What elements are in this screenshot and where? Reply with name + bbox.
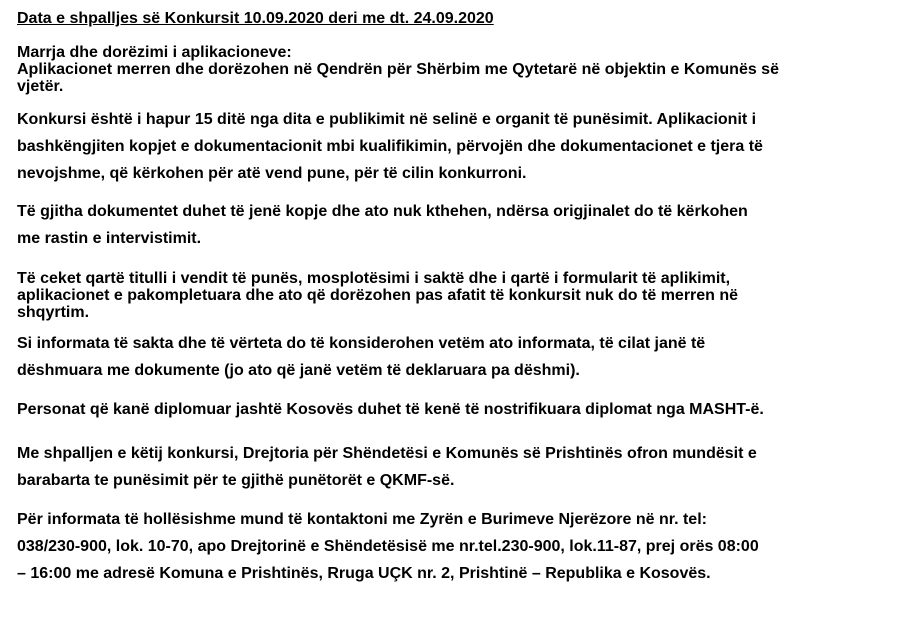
open-period-paragraph [17, 106, 887, 187]
paragraph-line: 038/230-900, lok. 10-70, apo Drejtorinë e Shëndetësisë me nr.tel.230-900, lok.11-87, prej orës 08:00 [17, 538, 759, 555]
paragraph-line: Të ceket qartë titulli i vendit të punës, mosplotësimi i saktë dhe i qartë i formularit të aplikimit, [17, 270, 731, 287]
diploma-paragraph [17, 396, 887, 423]
paragraph-line: Me shpalljen e këtij konkursi, Drejtoria për Shëndetësi e Komunës së Prishtinës ofron mundësit e [17, 445, 757, 462]
paragraph-line: dëshmuara me dokumente (jo ato që janë vetëm të deklaruara pa dëshmi). [17, 362, 580, 379]
paragraph-line: shqyrtim. [17, 304, 90, 321]
equal-opportunity-paragraph [17, 440, 887, 494]
document-copies-paragraph [17, 198, 887, 252]
paragraph-line: Marrja dhe dorëzimi i aplikacioneve: [17, 44, 292, 61]
paragraph-line: – 16:00 me adresë Komuna e Prishtinës, Rruga UÇK nr. 2, Prishtinë – Republika e Kosovës. [17, 565, 711, 582]
paragraph-line: nevojshme, që kërkohen për atë vend pune, për të cilin konkurroni. [17, 165, 527, 182]
paragraph-line: vjetër. [17, 78, 64, 95]
submission-paragraph [17, 44, 887, 95]
requirements-paragraph [17, 270, 887, 321]
paragraph-line: barabarta te punësimit për te gjithë punëtorët e QKMF-së. [17, 472, 455, 489]
paragraph-line: aplikacionet e pakompletuara dhe ato që dorëzohen pas afatit të konkursit nuk do të merren në [17, 287, 739, 304]
announcement-date-heading: Data e shpalljes së Konkursit 10.09.2020 deri me dt. 24.09.2020 [17, 10, 494, 27]
valid-information-paragraph [17, 330, 887, 384]
paragraph-line: Konkursi është i hapur 15 ditë nga dita e publikimit në selinë e organit të punësimit. Aplikacionit i [17, 111, 757, 128]
paragraph-line: Për informata të hollësishme mund të kontaktoni me Zyrën e Burimeve Njerëzore në nr. tel: [17, 511, 707, 528]
paragraph-line: Aplikacionet merren dhe dorëzohen në Qendrën për Shërbim me Qytetarë në objektin e Komunës së [17, 61, 779, 78]
paragraph-line: Të gjitha dokumentet duhet të jenë kopje dhe ato nuk kthehen, ndërsa origjinalet do të kërkohen [17, 203, 748, 220]
paragraph-line: Si informata të sakta dhe të vërteta do të konsiderohen vetëm ato informata, të cilat janë të [17, 335, 706, 352]
paragraph-line: Personat që kanë diplomuar jashtë Kosovës duhet të kenë të nostrifikuara diplomat nga MASHT-ë. [17, 401, 764, 418]
document-body [17, 9, 887, 587]
paragraph-line: bashkëngjiten kopjet e dokumentacionit mbi kualifikimin, përvojën dhe dokumentacionet e tjera të [17, 138, 763, 155]
contact-info-paragraph [17, 506, 887, 587]
paragraph-line: me rastin e intervistimit. [17, 230, 202, 247]
